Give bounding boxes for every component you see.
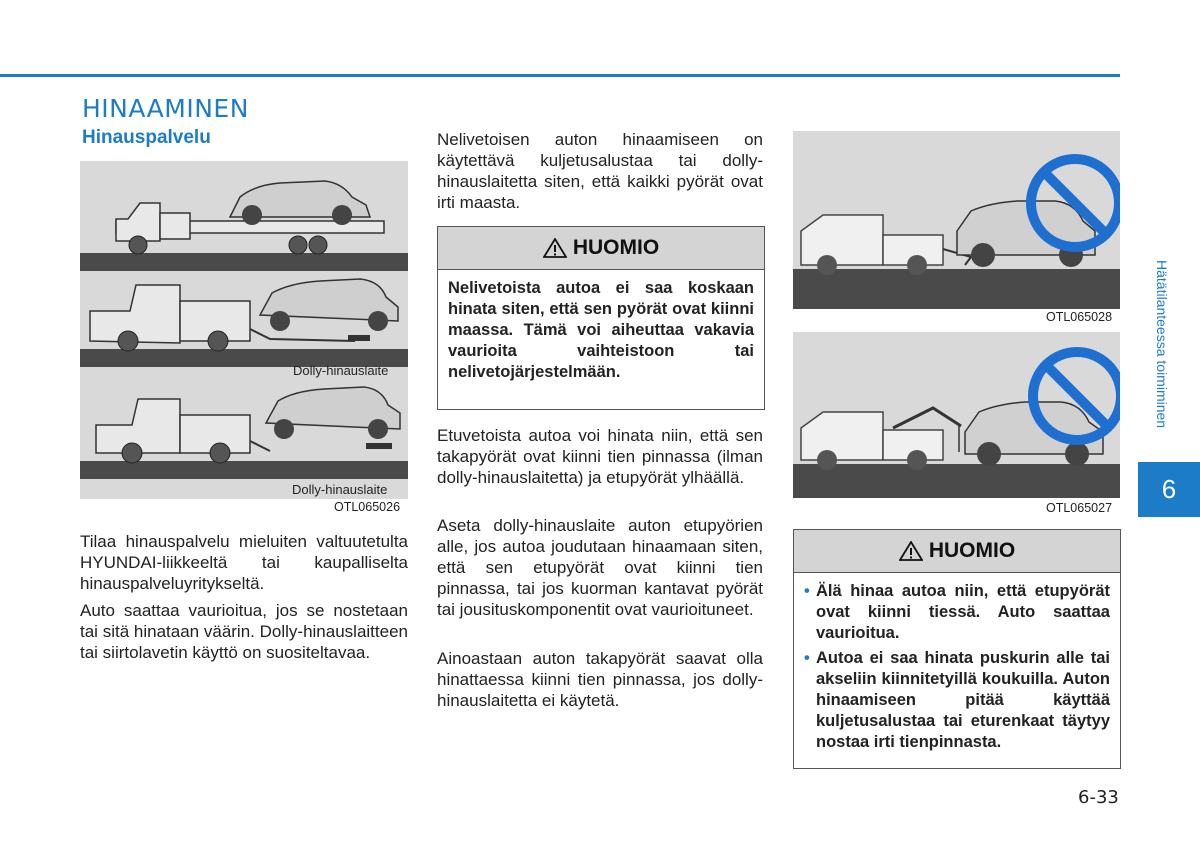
header-rule — [0, 74, 1120, 77]
caution-item: • Älä hinaa autoa niin, että etupyörät ovat kiinni tiessä. Auto saattaa vaurioitua. — [804, 581, 1110, 644]
section-title: HINAAMINEN — [82, 94, 249, 123]
middle-paragraph-1: Etuvetoista autoa voi hinata niin, että sen takapyörät ovat kiinni tien pinnassa (ilman dolly-hinauslaitetta) ja etupyörät ylhäällä. — [437, 426, 763, 487]
left-paragraph-2: Auto saattaa vaurioitua, jos se nostetaan tai sitä hinataan väärin. Dolly-hinauslaitteen tai siirtolavetin käyttö on suositeltavaa. — [80, 601, 408, 662]
figure-code-left: OTL065026 — [334, 500, 401, 514]
caution-box-middle — [437, 226, 765, 410]
caution-box-right — [793, 529, 1121, 769]
caution-title: HUOMIO — [928, 539, 1016, 562]
chapter-number-tab: 6 — [1138, 462, 1200, 517]
dolly-label-1: Dolly-hinauslaite — [293, 363, 389, 378]
caution-title: HUOMIO — [572, 236, 660, 259]
caution-header — [794, 530, 1120, 573]
middle-paragraph-2: Aseta dolly-hinauslaite auton etupyörien alle, jos autoa joudutaan hinaamaan siten, että sen etupyörät ovat kiinni tien pinnassa, tai jos kuorman kantavat pyörät tai jousituskomponentit ovat vaurioituneet. — [437, 516, 763, 619]
subsection-title: Hinauspalvelu — [82, 127, 211, 148]
caution-list — [804, 581, 1110, 753]
towing-methods-illustration — [80, 161, 408, 499]
middle-paragraph-3: Ainoastaan auton takapyörät saavat olla hinattaessa kiinni tien pinnassa, jos dolly-hinauslaitetta ei käytetä. — [437, 649, 763, 710]
left-paragraph-1: Tilaa hinauspalvelu mieluiten valtuutetulta HYUNDAI-liikkeeltä tai kaupalliselta hinauspalveluyritykseltä. — [80, 532, 408, 593]
tow-trucks-drawing — [80, 161, 408, 499]
caution-item: • Autoa ei saa hinata puskurin alle tai akseliin kiinnitetyillä koukuilla. Auton hinaamiseen pitää käyttää kuljetusalustaa tai eturenkaat täytyy nostaa irti tienpinnasta. — [804, 648, 1110, 753]
middle-intro: Nelivetoisen auton hinaamiseen on käytettävä kuljetusalustaa tai dolly-hinauslaitetta siten, että kaikki pyörät ovat irti maasta. — [437, 130, 763, 212]
warning-icon — [543, 238, 567, 258]
dolly-label-2: Dolly-hinauslaite — [292, 482, 388, 497]
chapter-vertical-label: Hätätilanteessa toimiminen — [1154, 260, 1170, 429]
prohibited-hook-illustration — [793, 332, 1120, 498]
caution-list-container — [794, 573, 1120, 765]
prohibited-flatbed-illustration — [793, 131, 1120, 309]
page-number: 6-33 — [1078, 787, 1119, 808]
caution-text: Nelivetoista autoa ei saa koskaan hinata siten, että sen pyörät ovat kiinni maassa. Tämä voi aiheuttaa vakavia vaurioita vaihteistoon tai nelivetojärjestelmään. — [448, 279, 754, 381]
figure-code-right-top: OTL065028 — [1046, 310, 1113, 324]
figure-code-right-bottom: OTL065027 — [1046, 501, 1113, 515]
caution-header — [438, 227, 764, 270]
warning-icon — [899, 541, 923, 561]
